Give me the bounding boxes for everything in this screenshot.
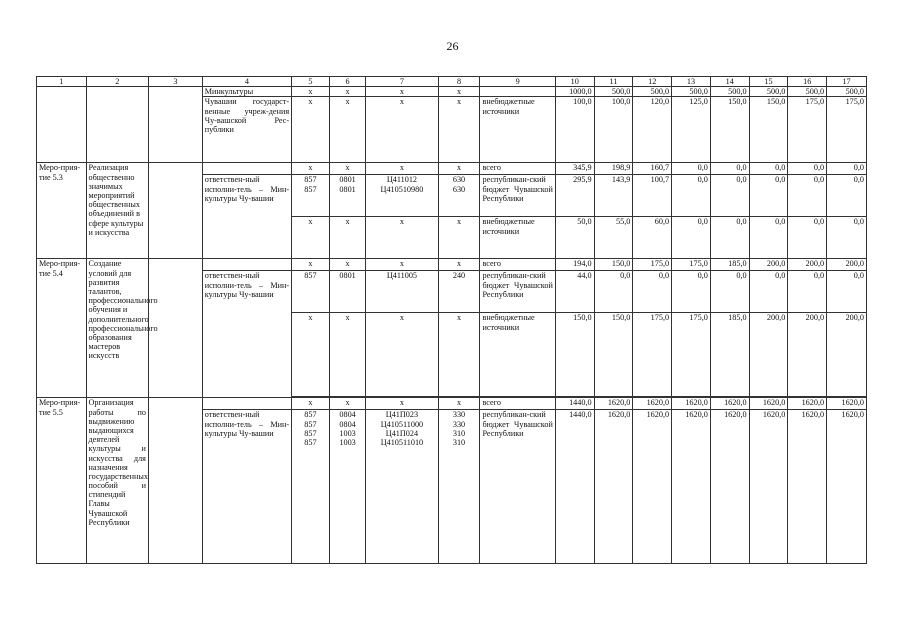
header-cell: 17 [827,77,867,87]
header-cell: 15 [749,77,788,87]
value-cell: 1620,0 [749,410,788,564]
source-cell [480,87,555,97]
code-cell: x [329,87,366,97]
header-cell: 7 [366,77,438,87]
source-cell: всего [480,398,555,410]
header-cell: 9 [480,77,555,87]
value-cell: 100,0 [555,97,594,163]
code-cell: x [292,398,330,410]
value-cell: 500,0 [788,87,827,97]
value-cell: 185,0 [710,259,749,271]
code-cell: x [366,398,438,410]
value-cell: 500,0 [672,87,711,97]
value-cell: 125,0 [672,97,711,163]
executor-cell: ответствен-ный исполни-тель – Мин-культуры Чу-вашии [202,271,291,398]
value-cell: 1620,0 [672,398,711,410]
code-cell: x [366,163,438,175]
value-cell: 150,0 [594,259,633,271]
value-cell: 0,0 [827,175,867,217]
code-cell: 330 330 310 310 [438,410,480,564]
value-cell: 1440,0 [555,398,594,410]
value-cell: 0,0 [749,163,788,175]
value-cell: 0,0 [788,175,827,217]
code-cell: x [366,97,438,163]
source-cell: всего [480,163,555,175]
code-cell: x [438,97,480,163]
event-name: Организация работы по выдвижению выдающихся деятелей культуры и искусства для назначения государственных пособий и стипендий Главы Чувашской Республики [86,398,148,564]
code-cell: 857 857 [292,175,330,217]
cell-empty [148,87,202,163]
value-cell: 0,0 [672,217,711,259]
table-row [37,163,867,175]
value-cell: 185,0 [710,313,749,397]
header-cell: 3 [148,77,202,87]
cell-empty [148,398,202,564]
code-cell: x [292,97,330,163]
cell-empty [202,398,291,410]
code-cell: x [366,259,438,271]
code-cell: Ц411005 [366,271,438,313]
cell-empty [148,163,202,259]
code-cell: x [366,217,438,259]
value-cell: 1440,0 [555,410,594,564]
value-cell: 198,9 [594,163,633,175]
code-cell: x [329,259,366,271]
value-cell: 1620,0 [827,398,867,410]
event-name: Создание условий для развития талантов, профессионального обучения и дополнительного профессионального образования мастеров искусств [86,259,148,398]
value-cell: 1620,0 [633,398,672,410]
event-label: Меро-прия-тие 5.5 [37,398,87,564]
source-cell: внебюджетные источники [480,313,555,397]
code-cell: x [438,163,480,175]
code-cell: x [366,313,438,397]
value-cell: 0,0 [672,271,711,313]
code-cell: 0801 0801 [329,175,366,217]
value-cell: 200,0 [827,259,867,271]
header-row [37,77,867,87]
value-cell: 120,0 [633,97,672,163]
source-cell: внебюджетные источники [480,217,555,259]
value-cell: 150,0 [710,97,749,163]
value-cell: 200,0 [788,259,827,271]
value-cell: 1620,0 [594,410,633,564]
source-cell: республикан-ский бюджет Чувашской Республики [480,175,555,217]
table-row [37,259,867,271]
header-cell: 5 [292,77,330,87]
value-cell: 55,0 [594,217,633,259]
header-cell: 2 [86,77,148,87]
code-cell: x [329,217,366,259]
value-cell: 150,0 [594,313,633,397]
value-cell: 0,0 [749,271,788,313]
value-cell: 0,0 [827,163,867,175]
value-cell: 175,0 [827,97,867,163]
code-cell: x [292,313,330,397]
value-cell: 175,0 [672,313,711,397]
value-cell: 194,0 [555,259,594,271]
value-cell: 60,0 [633,217,672,259]
cell-empty [86,87,148,163]
header-cell: 1 [37,77,87,87]
source-cell: всего [480,259,555,271]
code-cell: Ц41П023 Ц410511000 Ц41П024 Ц410511010 [366,410,438,564]
value-cell: 0,0 [710,163,749,175]
executor-cell: ответствен-ный исполни-тель – Мин-культуры Чу-вашии [202,175,291,259]
code-cell: 0801 [329,271,366,313]
value-cell: 0,0 [710,175,749,217]
cell-empty [37,87,87,163]
value-cell: 100,7 [633,175,672,217]
source-cell: республикан-ский бюджет Чувашской Республики [480,410,555,564]
header-cell: 14 [710,77,749,87]
value-cell: 0,0 [827,217,867,259]
header-cell: 16 [788,77,827,87]
value-cell: 500,0 [594,87,633,97]
value-cell: 175,0 [672,259,711,271]
header-cell: 6 [329,77,366,87]
header-cell: 4 [202,77,291,87]
value-cell: 0,0 [788,163,827,175]
value-cell: 1620,0 [788,410,827,564]
value-cell: 200,0 [827,313,867,397]
header-cell: 10 [555,77,594,87]
value-cell: 345,9 [555,163,594,175]
source-cell: внебюджетные источники [480,97,555,163]
page-number: 26 [446,39,459,53]
code-cell: x [292,259,330,271]
value-cell: 200,0 [788,313,827,397]
header-cell: 13 [672,77,711,87]
value-cell: 500,0 [633,87,672,97]
code-cell: x [329,163,366,175]
code-cell: x [292,163,330,175]
header-cell: 8 [438,77,480,87]
value-cell: 44,0 [555,271,594,313]
code-cell: 857 [292,271,330,313]
event-label: Меро-прия-тие 5.4 [37,259,87,398]
value-cell: 295,9 [555,175,594,217]
value-cell: 1620,0 [710,410,749,564]
table-row [37,87,867,97]
value-cell: 0,0 [788,271,827,313]
header-cell: 11 [594,77,633,87]
value-cell: 150,0 [555,313,594,397]
value-cell: 1620,0 [749,398,788,410]
value-cell: 0,0 [710,271,749,313]
value-cell: 0,0 [594,271,633,313]
value-cell: 500,0 [827,87,867,97]
code-cell: x [329,97,366,163]
code-cell: 0804 0804 1003 1003 [329,410,366,564]
header-cell: 12 [633,77,672,87]
value-cell: 0,0 [749,217,788,259]
table-row [37,398,867,410]
code-cell: x [438,259,480,271]
source-cell: республикан-ский бюджет Чувашской Республики [480,271,555,313]
budget-table [36,76,867,564]
code-cell: x [438,217,480,259]
value-cell: 0,0 [710,217,749,259]
value-cell: 0,0 [749,175,788,217]
value-cell: 1620,0 [788,398,827,410]
value-cell: 500,0 [749,87,788,97]
value-cell: 0,0 [672,175,711,217]
value-cell: 200,0 [749,259,788,271]
value-cell: 1620,0 [827,410,867,564]
code-cell: x [329,313,366,397]
value-cell: 1620,0 [594,398,633,410]
value-cell: 160,7 [633,163,672,175]
code-cell: Ц411012 Ц410510980 [366,175,438,217]
code-cell: x [329,398,366,410]
event-name: Реализация общественно значимых мероприятий общественных объединений в сфере культуры и искусства [86,163,148,259]
value-cell: 500,0 [710,87,749,97]
value-cell: 150,0 [749,97,788,163]
code-cell: x [292,217,330,259]
value-cell: 175,0 [633,259,672,271]
code-cell: x [366,87,438,97]
value-cell: 1000,0 [555,87,594,97]
code-cell: x [292,87,330,97]
value-cell: 1620,0 [672,410,711,564]
value-cell: 200,0 [749,313,788,397]
value-cell: 100,0 [594,97,633,163]
code-cell: x [438,87,480,97]
executor-cell: ответствен-ный исполни-тель – Мин-культуры Чу-вашии [202,410,291,564]
executor-cell: Минкультуры [202,87,291,97]
value-cell: 175,0 [788,97,827,163]
value-cell: 0,0 [788,217,827,259]
code-cell: x [438,398,480,410]
value-cell: 50,0 [555,217,594,259]
value-cell: 0,0 [827,271,867,313]
value-cell: 1620,0 [710,398,749,410]
value-cell: 0,0 [633,271,672,313]
value-cell: 143,9 [594,175,633,217]
value-cell: 0,0 [672,163,711,175]
code-cell: 857 857 857 857 [292,410,330,564]
code-cell: 240 [438,271,480,313]
executor-cell: Чувашии государст-венные учреж-дения Чу-вашской Рес-публики [202,97,291,163]
cell-empty [202,163,291,175]
code-cell: 630 630 [438,175,480,217]
value-cell: 1620,0 [633,410,672,564]
value-cell: 175,0 [633,313,672,397]
cell-empty [202,259,291,271]
event-label: Меро-прия-тие 5.3 [37,163,87,259]
code-cell: x [438,313,480,397]
